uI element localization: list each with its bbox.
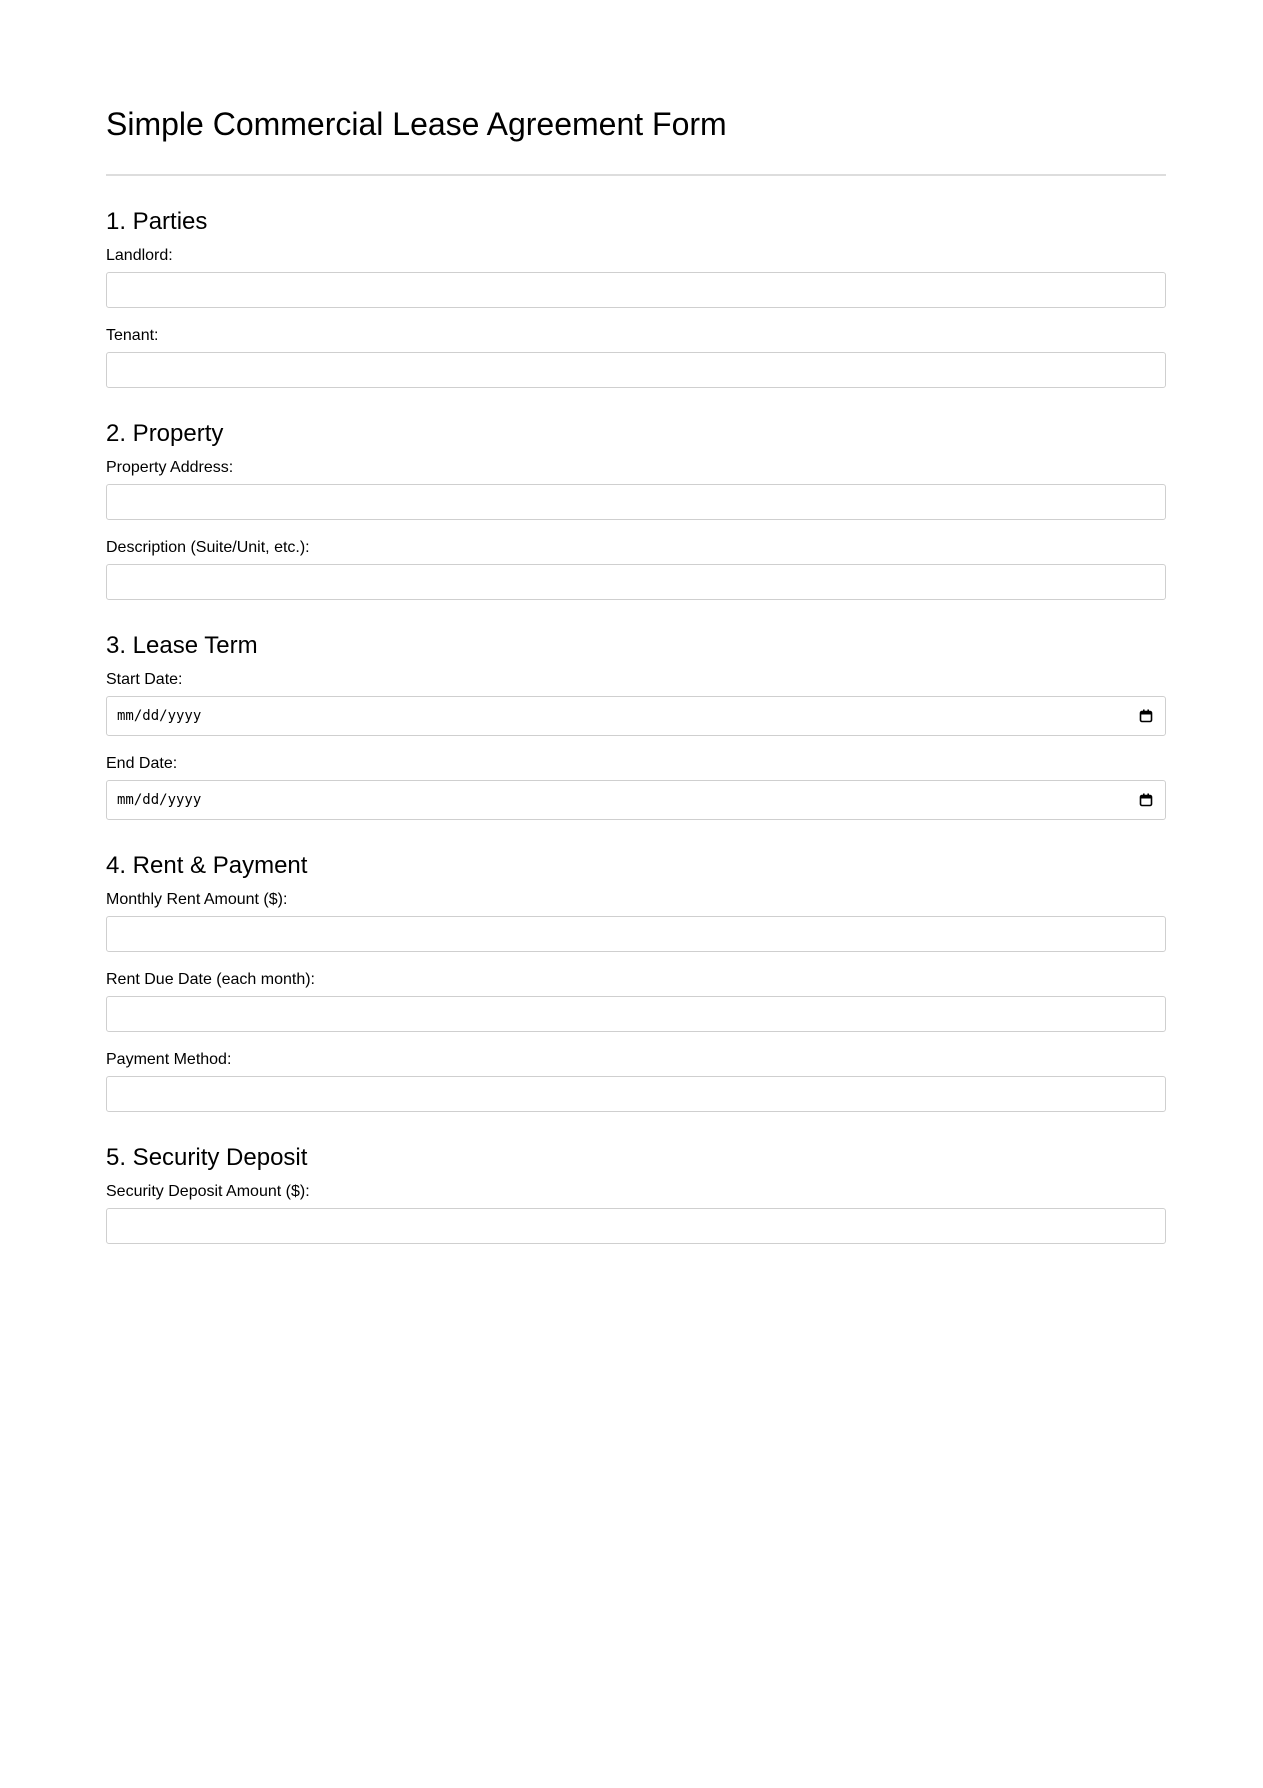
end-date-placeholder: mm/dd/yyyy [117, 792, 202, 808]
property-address-field [106, 458, 1166, 520]
landlord-field [106, 246, 1166, 308]
payment-method-field [106, 1050, 1166, 1112]
rent-due-date-input[interactable] [106, 996, 1166, 1032]
monthly-rent-input[interactable] [106, 916, 1166, 952]
rent-due-date-label: Rent Due Date (each month): [106, 971, 315, 988]
end-date-field [106, 754, 1166, 820]
section-title-rent-payment: 4. Rent & Payment [106, 852, 308, 879]
property-description-input[interactable] [106, 564, 1166, 600]
property-description-label: Description (Suite/Unit, etc.): [106, 539, 310, 556]
section-lease-term [106, 630, 1166, 820]
section-title-parties: 1. Parties [106, 208, 208, 235]
security-deposit-input[interactable] [106, 1208, 1166, 1244]
payment-method-input[interactable] [106, 1076, 1166, 1112]
end-date-input[interactable] [106, 780, 1166, 820]
page-title: Simple Commercial Lease Agreement Form [106, 106, 727, 142]
landlord-input[interactable] [106, 272, 1166, 308]
section-property [106, 418, 1166, 600]
section-title-lease-term: 3. Lease Term [106, 632, 258, 659]
section-title-property: 2. Property [106, 420, 224, 447]
security-deposit-field [106, 1182, 1166, 1244]
section-parties [106, 206, 1166, 388]
monthly-rent-field [106, 890, 1166, 952]
tenant-input[interactable] [106, 352, 1166, 388]
start-date-input[interactable] [106, 696, 1166, 736]
start-date-label: Start Date: [106, 671, 183, 688]
rent-due-date-field [106, 970, 1166, 1032]
start-date-field [106, 670, 1166, 736]
end-date-label: End Date: [106, 755, 178, 772]
lease-form [106, 100, 1166, 1244]
monthly-rent-label: Monthly Rent Amount ($): [106, 891, 288, 908]
tenant-field [106, 326, 1166, 388]
start-date-placeholder: mm/dd/yyyy [117, 708, 202, 724]
section-security-deposit [106, 1142, 1166, 1244]
property-address-label: Property Address: [106, 459, 234, 476]
tenant-label: Tenant: [106, 327, 159, 344]
security-deposit-label: Security Deposit Amount ($): [106, 1183, 310, 1200]
title-divider [106, 174, 1166, 176]
calendar-icon[interactable] [1139, 709, 1153, 723]
section-title-security-deposit: 5. Security Deposit [106, 1144, 308, 1171]
section-rent-payment [106, 850, 1166, 1112]
property-description-field [106, 538, 1166, 600]
calendar-icon[interactable] [1139, 793, 1153, 807]
payment-method-label: Payment Method: [106, 1051, 232, 1068]
landlord-label: Landlord: [106, 247, 173, 264]
property-address-input[interactable] [106, 484, 1166, 520]
